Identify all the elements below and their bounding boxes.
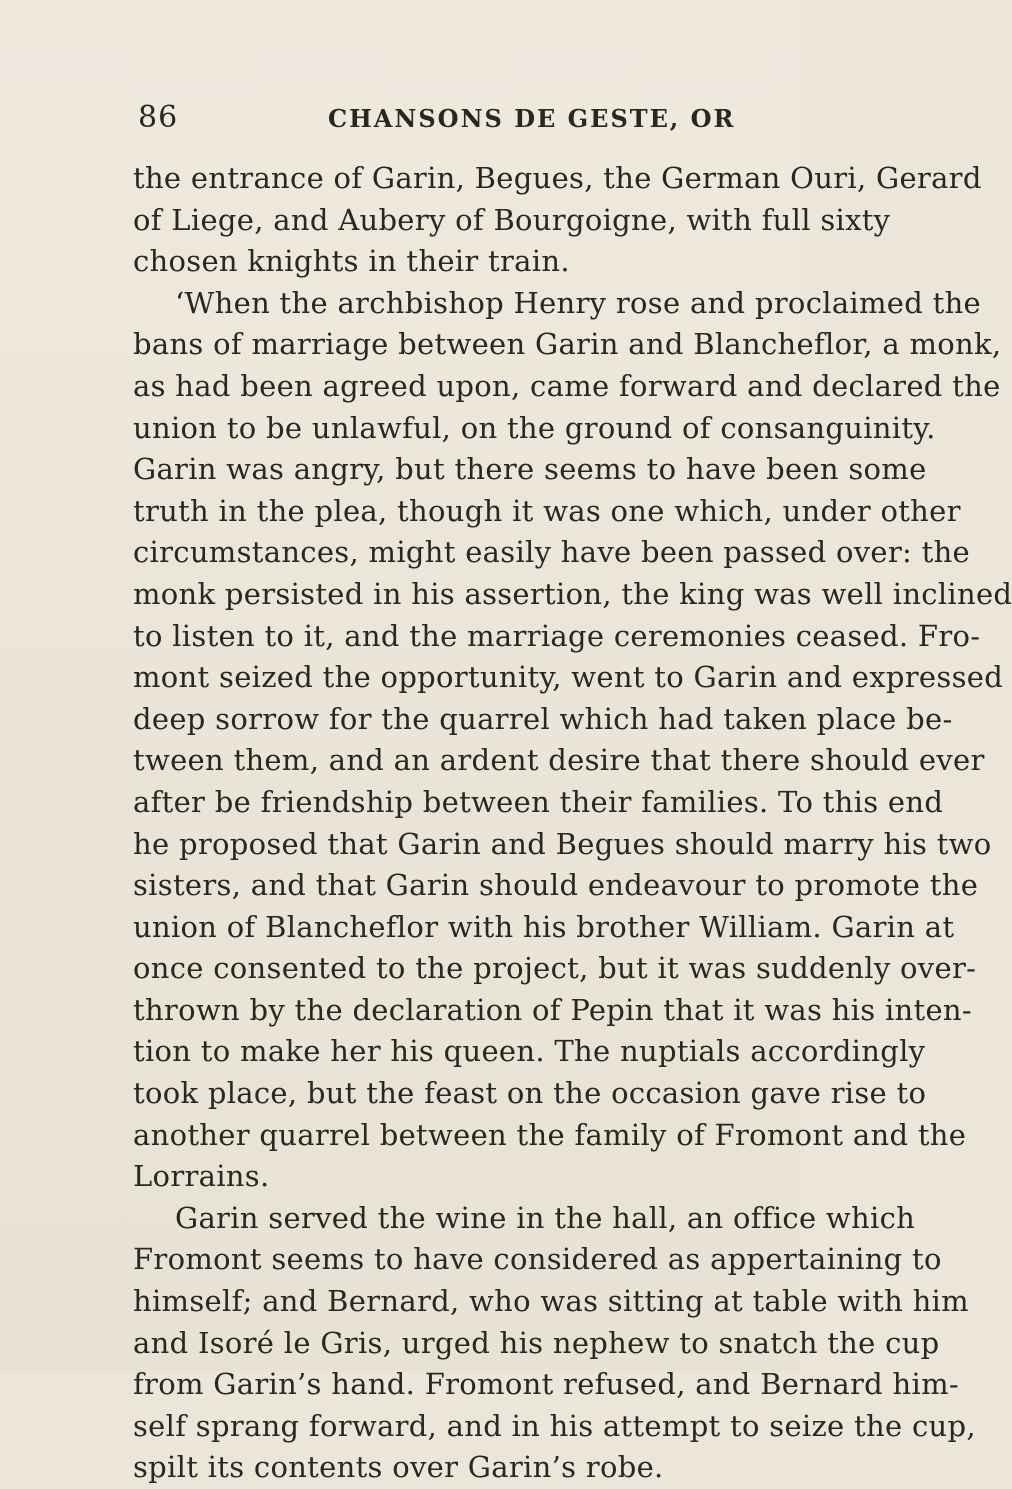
text-line: from Garin’s hand. Fromont refused, and Bernard him-	[133, 1367, 959, 1402]
running-head	[138, 100, 758, 140]
body-text	[133, 158, 1012, 1489]
text-line: another quarrel between the family of Fromont and the	[133, 1117, 967, 1152]
text-line: he proposed that Garin and Begues should marry his two	[133, 826, 992, 861]
text-line: took place, but the feast on the occasion gave rise to	[133, 1076, 927, 1111]
text-line: chosen knights in their train.	[133, 244, 570, 279]
text-line: himself; and Bernard, who was sitting at table with him	[133, 1284, 969, 1319]
text-line: the entrance of Garin, Begues, the German Ouri, Gerard	[133, 161, 982, 195]
text-line: monk persisted in his assertion, the king was well inclined	[133, 576, 1012, 611]
text-line: Garin served the wine in the hall, an office which	[175, 1200, 916, 1235]
page-number: 86	[138, 100, 179, 135]
text-line: circumstances, might easily have been passed over: the	[133, 535, 971, 570]
running-title: CHANSONS DE GESTE, OR	[328, 104, 736, 133]
text-line: after be friendship between their families. To this end	[133, 784, 944, 819]
text-line: self sprang forward, and in his attempt to seize the cup,	[133, 1408, 976, 1443]
text-line: sisters, and that Garin should endeavour to promote the	[133, 868, 979, 903]
text-line: of Liege, and Aubery of Bourgoigne, with full sixty	[133, 202, 891, 237]
text-line: and Isoré le Gris, urged his nephew to snatch the cup	[133, 1325, 940, 1360]
text-line: mont seized the opportunity, went to Garin and expressed	[133, 660, 1004, 695]
text-line: tween them, and an ardent desire that there should ever	[133, 743, 985, 778]
text-line: as had been agreed upon, came forward and declared the	[133, 368, 1001, 403]
text-line: once consented to the project, but it was suddenly over-	[133, 951, 977, 986]
text-line: Fromont seems to have considered as appertaining to	[133, 1242, 942, 1277]
text-line: spilt its contents over Garin’s robe.	[133, 1450, 664, 1485]
text-line: Garin was angry, but there seems to have been some	[133, 452, 927, 487]
text-line: union of Blancheflor with his brother William. Garin at	[133, 909, 955, 944]
text-line: thrown by the declaration of Pepin that it was his inten-	[133, 992, 972, 1027]
text-line: ‘When the archbishop Henry rose and proclaimed the	[175, 285, 982, 320]
text-line: tion to make her his queen. The nuptials accordingly	[133, 1034, 926, 1069]
text-line: to listen to it, and the marriage ceremonies ceased. Fro-	[133, 618, 981, 653]
text-line: deep sorrow for the quarrel which had taken place be-	[133, 701, 953, 736]
text-line: union to be unlawful, on the ground of consanguinity.	[133, 410, 936, 445]
text-line: Lorrains.	[133, 1159, 270, 1194]
text-line: truth in the plea, though it was one which, under other	[133, 493, 961, 528]
text-line: bans of marriage between Garin and Blancheflor, a monk,	[133, 327, 1002, 362]
